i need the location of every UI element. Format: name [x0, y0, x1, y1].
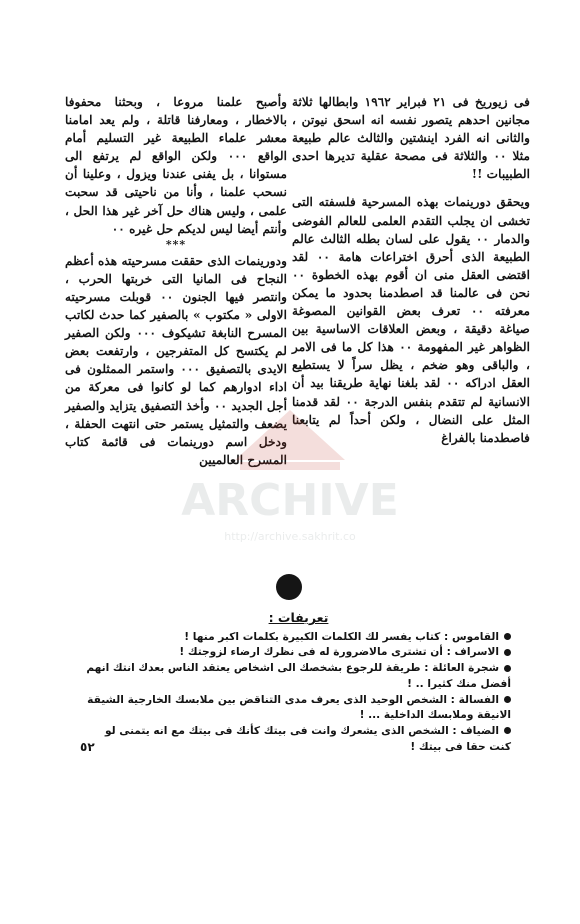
- watermark-url: http://archive.sakhrit.co: [224, 530, 356, 543]
- bullet-icon: [504, 649, 511, 656]
- bullet-icon: [504, 633, 511, 640]
- article-paragraph: وأصبح علمنا مروعا ، وبحثنا محفوفا بالاخطار ، ومعارفنا قاتلة ، ولم يعد امامنا معشر علماء الطبيعة غير التسليم أمام الواقع ٠٠٠ ولكن الواقع لم يرتفع الى مستوانا ، بل يفنى عندنا ويزول ، وعلينا أن نسحب علمنا ، وأنا من ناحيتى قد سحبت علمى ، وليس هناك حل آخر غير هذا الحل ، وأنتم أيضا ليس لديكم حل غيره ٠٠: [65, 95, 287, 236]
- definition-item: الاسراف : أن تشترى مالاضرورة له فى نظرك ارضاء لزوجتك !: [86, 645, 511, 661]
- bullet-icon: [504, 727, 511, 734]
- article-column-left: [65, 93, 287, 469]
- definition-item: القاموس : كتاب يفسر لك الكلمات الكبيرة بكلمات اكبر منها !: [86, 630, 511, 646]
- article-paragraph: ويحقق دورينمات بهذه المسرحية فلسفته التى تخشى ان يجلب التقدم العلمى للعالم الفوضى والدمار ٠٠ يقول على لسان بطله الثالث عالم الطبيعة الذى أحرق اختراعات هامة ٠٠ لقد اقتضى العقل منى ان أقوم بهذه الخطوة ٠٠ نحن فى عالمنا قد اصطدمنا بحدود ما يمكن معرفته ٠٠ تعرف بعض القوانين المصوغة صياغة دقيقة ، وبعض العلاقات الاساسية بين الظواهر غير المفهومة ٠٠ هذا كل ما فى الامر ، والباقى وهو ضخم ، يظل سراً لا يستطيع العقل ادراكه ٠٠ لقد بلغنا نهاية طريقنا بيد أن الانسانية لم تتقدم بنفس الدرجة ٠٠ لقد قدمنا المثل على النضال ، ولكن أحداً لم يتابعنا فاصطدمنا بالفراغ: [292, 195, 531, 445]
- article-paragraph: ودورينمات الذى حققت مسرحيته هذه أعظم النجاح فى المانيا التى خربتها الحرب ، وانتصر فيها الجنون ٠٠ قوبلت مسرحيته الاولى « مكتوب » بالصفير كما حدث لكاتب المسرح النابغة تشيكوف ٠٠٠ ولكن الصفير لم يكتسح كل المتفرجين ، وارتفعت بعض الايدى بالتصفيق ٠٠٠ واستمر الممثلون فى اداء ادوارهم كما لو كانوا فى معركة من أجل الجديد ٠٠ وأخذ التصفيق يتزايد والصفير يضعف والتمثيل يستمر حتى انتهت الحفلة ، ودخل اسم دورينمات فى قائمة كتاب المسرح العالميين: [65, 253, 288, 467]
- article-column-right: [292, 93, 530, 447]
- bullet-icon: [504, 696, 511, 703]
- page-number: ٥٢: [80, 740, 95, 754]
- watermark-text: ARCHIVE: [181, 475, 399, 526]
- definition-item: الفسالة : الشخص الوحيد الذى يعرف مدى التناقض بين ملابسك الخارجية الشيقة الانيقة وملابسك الداخلية ... !: [87, 693, 511, 722]
- section-dot-ornament: [276, 574, 302, 600]
- bullet-icon: [504, 665, 511, 672]
- definition-item: الضياف : الشخص الذى يشعرك وانت فى بيتك كأنك فى بيتك مع انه يتمنى لو كنت حقا فى بيتك !: [104, 724, 511, 753]
- definition-item: شجرة العائلة : طريقة للرجوع بشخصك الى اشخاص يعتقد الناس بعدك انتك انهم أفضل منك كثيرا .. !: [86, 662, 511, 690]
- definitions-title: تعريفات :: [268, 610, 329, 625]
- definitions-box: [86, 610, 511, 755]
- article-paragraph: فى زيوريخ فى ٢١ فبراير ١٩٦٢ وابطالها ثلاثة مجانين احدهم يتصور نفسه انه اسحق نيوتن ، والثانى انه الفرد اينشتين والثالث عالم طبيعة مثلا ٠٠ والثلاثة فى مصحة عقلية تديرها احدى الطبيبات !!: [292, 95, 531, 182]
- section-separator: ***: [165, 237, 187, 251]
